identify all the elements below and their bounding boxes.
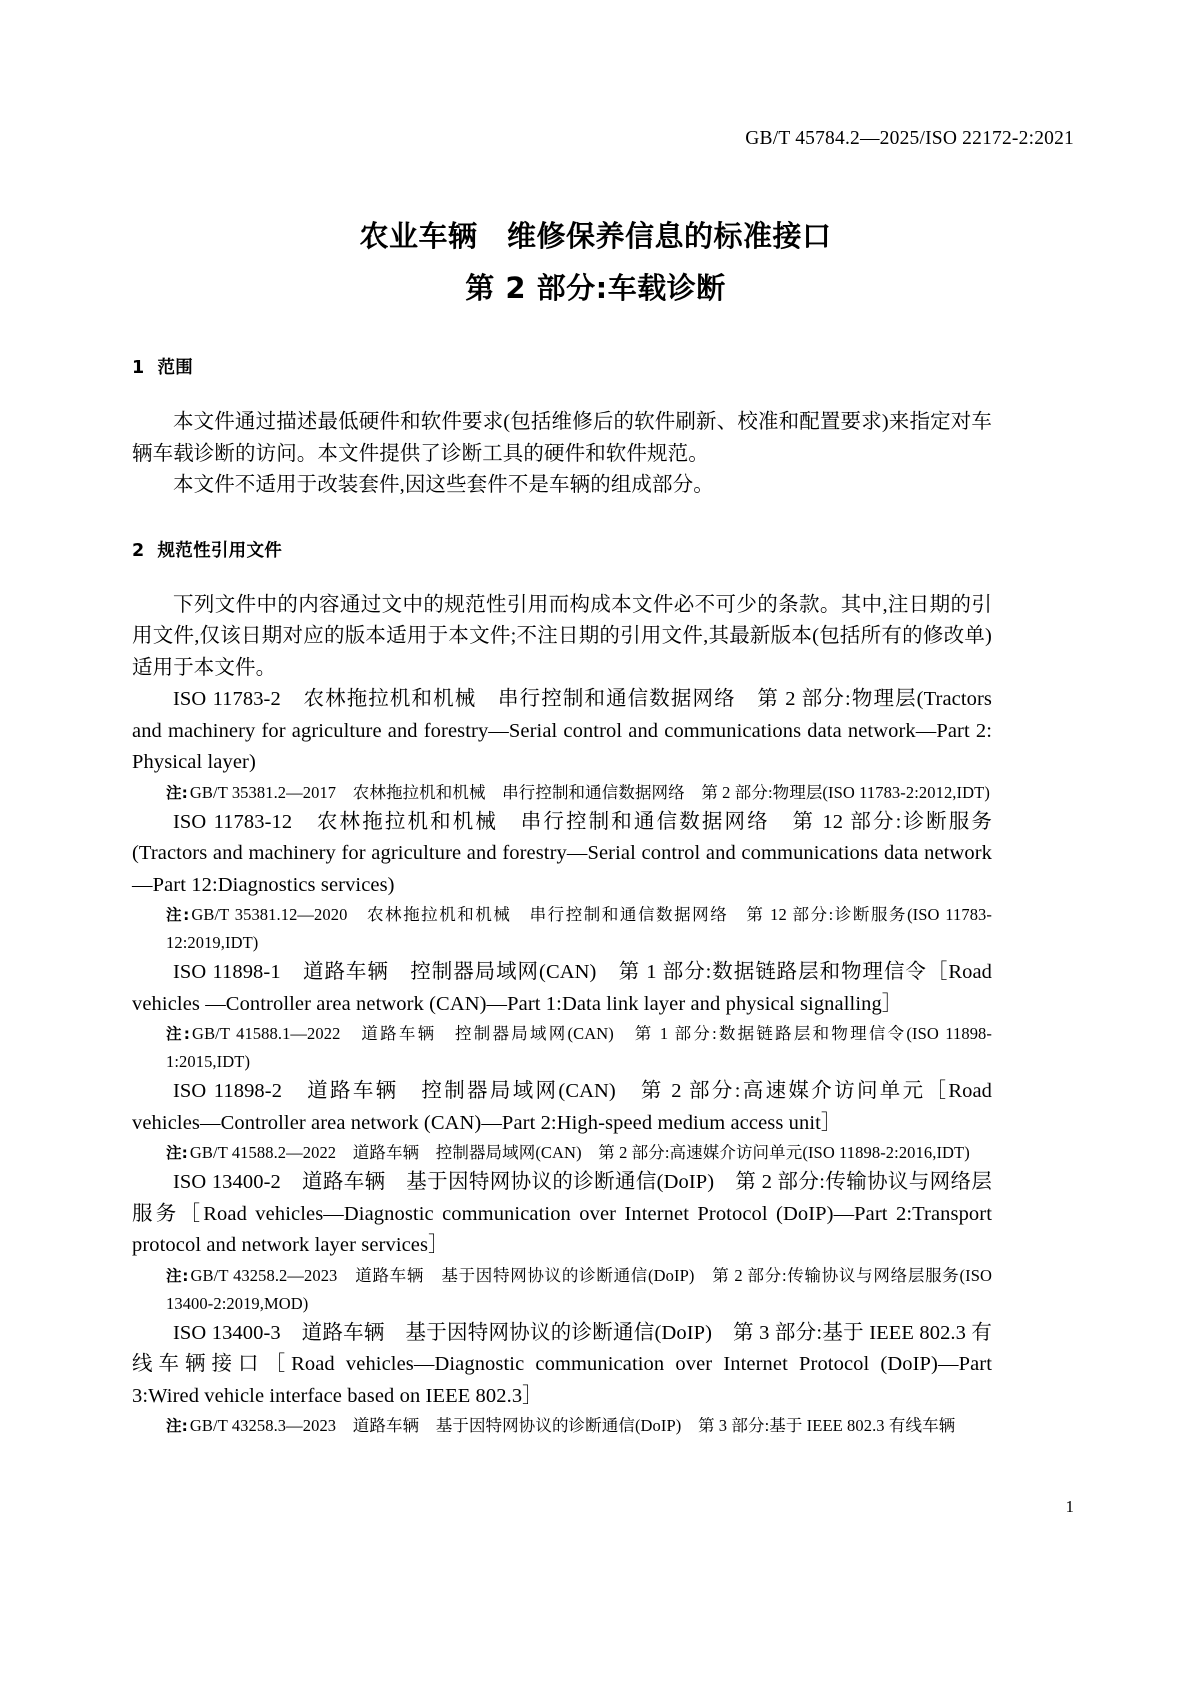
- note-label: 注:: [166, 1025, 191, 1043]
- clause-number-1: 1: [132, 358, 145, 378]
- note-text: GB/T 43258.3—2023 道路车辆 基于因特网协议的诊断通信(DoIP) 第 3 部分:基于 IEEE 802.3 有线车辆: [189, 1416, 956, 1435]
- reference-entry: ISO 13400-2 道路车辆 基于因特网协议的诊断通信(DoIP) 第 2 部分:传输协议与网络层服务［Road vehicles—Diagnostic communication over Internet Protocol (DoIP)—Part 2:Transport protocol and network layer services］: [132, 1171, 992, 1256]
- note-label: 注:: [166, 1266, 189, 1285]
- clause-1-paragraph-2: 本文件不适用于改装套件,因这些套件不是车辆的组成部分。: [173, 474, 714, 496]
- reference-entry: ISO 11783-2 农林拖拉机和机械 串行控制和通信数据网络 第 2 部分:物理层(Tractors and machinery for agriculture and forestry—Serial control and communications data network—Part 2: Physical layer): [132, 688, 992, 773]
- reference-entry: ISO 11898-1 道路车辆 控制器局域网(CAN) 第 1 部分:数据链路层和物理信令［Road vehicles —Controller area network (CAN)—Part 1:Data link layer and physical signalling］: [132, 961, 992, 1015]
- clause-title-1: 范围: [157, 358, 194, 378]
- title-line-2: 第 2 部分:车载诊断: [465, 271, 726, 305]
- note-label: 注:: [166, 906, 190, 924]
- reference-note: [132, 901, 992, 957]
- running-header: [0, 128, 1074, 150]
- note-text: GB/T 35381.2—2017 农林拖拉机和机械 串行控制和通信数据网络 第 2 部分:物理层(ISO 11783-2:2012,IDT): [189, 782, 990, 802]
- clause-title-2: 规范性引用文件: [157, 540, 283, 561]
- clause-2-paragraph-1: 下列文件中的内容通过文中的规范性引用而构成本文件必不可少的条款。其中,注日期的引用文件,仅该日期对应的版本适用于本文件;不注日期的引用文件,其最新版本(包括所有的修改单)适用于本文件。: [132, 593, 992, 679]
- reference-entry: ISO 11783-12 农林拖拉机和机械 串行控制和通信数据网络 第 12 部分:诊断服务(Tractors and machinery for agriculture and forestry—Serial control and communications data network—Part 12:Diagnostics services): [132, 810, 992, 896]
- clause-1-paragraph-1: 本文件通过描述最低硬件和软件要求(包括维修后的软件刷新、校准和配置要求)来指定对车辆车载诊断的访问。本文件提供了诊断工具的硬件和软件规范。: [132, 411, 992, 465]
- note-text: GB/T 35381.12—2020 农林拖拉机和机械 串行控制和通信数据网络 第 12 部分:诊断服务(ISO 11783-12:2019,IDT): [166, 905, 992, 952]
- standard-number: GB/T 45784.2—2025/ISO 22172-2:2021: [745, 128, 1074, 149]
- clause-heading-2: [132, 538, 992, 564]
- clause-heading-1: [132, 355, 992, 381]
- reference-note: [132, 779, 992, 807]
- reference-note: [132, 1262, 992, 1318]
- reference-note: [132, 1020, 992, 1076]
- note-text: GB/T 41588.2—2022 道路车辆 控制器局域网(CAN) 第 2 部分:高速媒介访问单元(ISO 11898-2:2016,IDT): [189, 1143, 970, 1162]
- clause-number-2: 2: [132, 540, 145, 561]
- document-body: [132, 355, 992, 1440]
- reference-entry: ISO 13400-3 道路车辆 基于因特网协议的诊断通信(DoIP) 第 3 部分:基于 IEEE 802.3 有线车辆接口［Road vehicles—Diagnostic communication over Internet Protocol (DoIP)—Part 3:Wired vehicle interface based on IEEE 802.3］: [132, 1321, 992, 1407]
- page-number: 1: [1065, 1497, 1074, 1516]
- note-text: GB/T 43258.2—2023 道路车辆 基于因特网协议的诊断通信(DoIP) 第 2 部分:传输协议与网络层服务(ISO 13400-2:2019,MOD): [166, 1265, 993, 1313]
- note-label: 注:: [166, 1417, 188, 1435]
- note-label: 注:: [166, 1144, 188, 1162]
- page-title: [118, 210, 1073, 314]
- reference-entry: ISO 11898-2 道路车辆 控制器局域网(CAN) 第 2 部分:高速媒介访问单元［Road vehicles—Controller area network (CAN)—Part 2:High-speed medium access unit］: [132, 1080, 992, 1134]
- note-text: GB/T 41588.1—2022 道路车辆 控制器局域网(CAN) 第 1 部分:数据链路层和物理信令(ISO 11898-1:2015,IDT): [166, 1024, 992, 1071]
- reference-note: [132, 1139, 992, 1167]
- note-label: 注:: [166, 783, 188, 802]
- title-line-1: 农业车辆 维修保养信息的标准接口: [359, 219, 832, 253]
- reference-note: [132, 1412, 992, 1440]
